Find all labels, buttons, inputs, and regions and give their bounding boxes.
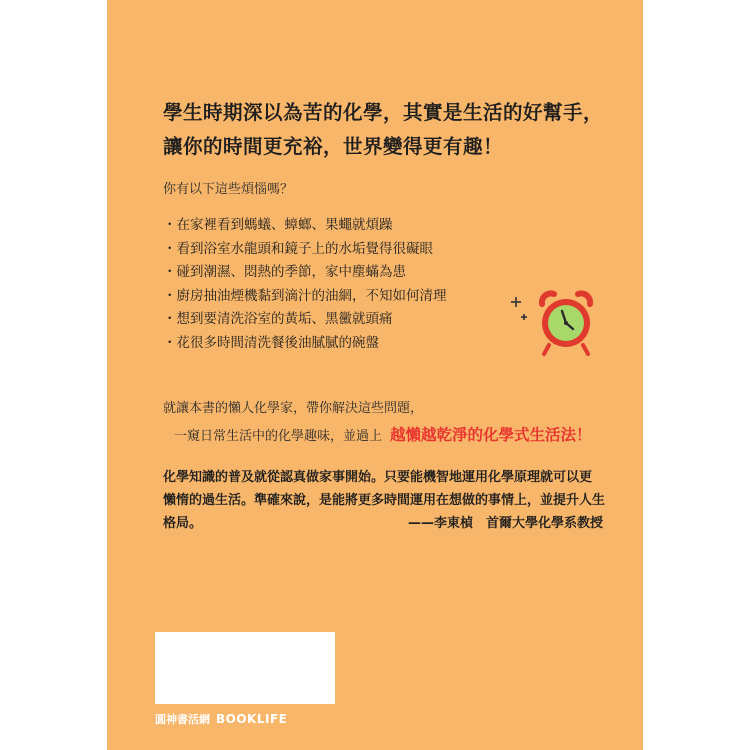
intro-text — [163, 396, 592, 450]
barcode-placeholder — [155, 632, 335, 704]
sparkle-icon — [511, 297, 527, 320]
quote-line-3: 格局。 — [163, 516, 203, 531]
quote-attribution: ——李東楨 首爾大學化學系教授 — [407, 516, 603, 531]
intro-line-2-text: 一窺日常生活中的化學趣味，並過上 — [174, 429, 383, 444]
headline-line-1: 學生時期深以為苦的化學，其實是生活的好幫手， — [163, 101, 604, 124]
endorsement-quote — [163, 466, 606, 535]
alarm-clock-icon — [505, 290, 595, 360]
quote-line-3-row — [163, 512, 603, 535]
intro-line-1: 就讓本書的懶人化學家，帶你解決這些問題， — [163, 401, 424, 416]
publisher-brand: BOOKLIFE — [216, 712, 288, 726]
question-text: 你有以下這些煩惱嗎？ — [163, 182, 294, 197]
list-item: ・碰到潮濕、悶熱的季節，家中塵蟎為患 — [163, 264, 406, 281]
problem-list — [163, 214, 447, 356]
list-item: ・在家裡看到螞蟻、蟑螂、果蠅就煩躁 — [163, 217, 393, 233]
list-item: ・看到浴室水龍頭和鏡子上的水垢覺得很礙眼 — [163, 240, 433, 257]
headline — [163, 96, 623, 164]
quote-line-1: 化學知識的普及就從認真做家事開始。只要能機智地運用化學原理就可以更 — [163, 470, 593, 485]
list-item: ・想到要清洗浴室的黃垢、黑黴就頭痛 — [163, 311, 393, 328]
list-item: ・花很多時間清洗餐後油膩膩的碗盤 — [163, 334, 379, 351]
intro-line-2 — [174, 422, 592, 450]
publisher-name: 圓神書活網 — [155, 713, 210, 726]
publisher-logo — [155, 711, 287, 727]
headline-line-2: 讓你的時間更充裕，世界變得更有趣！ — [163, 135, 504, 158]
highlight-text: 越懶越乾淨的化學式生活法！ — [390, 426, 592, 444]
list-item: ・廚房抽油煙機黏到滴汁的油網，不知如何清理 — [163, 287, 447, 304]
quote-line-2: 懶惰的過生活。準確來說，是能將更多時間運用在想做的事情上，並提升人生 — [163, 493, 606, 508]
